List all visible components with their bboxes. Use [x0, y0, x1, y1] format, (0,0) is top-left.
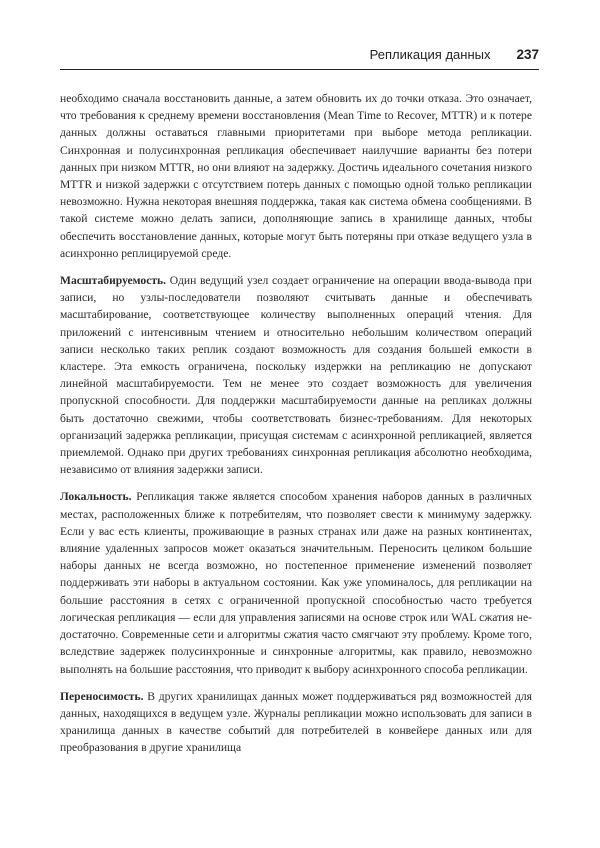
paragraph-term: Масштабируемость. — [60, 274, 167, 288]
paragraph-term: Локальность. — [60, 490, 132, 504]
paragraph-continuation — [60, 90, 532, 262]
body-text — [60, 90, 532, 767]
paragraph-scalability — [60, 272, 532, 478]
page-number: 237 — [516, 47, 539, 62]
paragraph-text: Репликация также является способом хранения наборов данных в различных местах, расположенных ближе к потребителям, что позволяет свести к минимуму задержку. Если у вас есть клиенты, проживающие в разных странах или даже на разных континентах, влияние удаленных запросов может оказаться значительным. Переносить целиком большие наборы данных не всегда возможно, но постепенное применение изменений позволяет поддерживать эти наборы в актуальном состоянии. Как уже упоминалось, для репликации на большие расстояния в сетях с ограниченной пропускной способностью часто требуется логическая репликация — если для управления записями на основе строк или WAL сжатия недостаточно. Современные сети и алгоритмы сжатия часто смягчают эту проблему. Кроме того, вследствие задержек полусинхронные и синхронные алгоритмы, как правило, невозможно выполнять на большие расстояния, что приводит к выбору асинхронного способа репликации. — [60, 490, 533, 676]
paragraph-text: Один ведущий узел создает ограничение на операции ввода-вывода при записи, но узлы-последователи позволяют считывать данные и обеспечивать масштабирование, соответствующее количеству выполненных операций чтения. Для приложений с интенсивным чтением и относительно небольшим количеством операций записи несколько таких реплик создают возможность для создания большей емкости в кластере. Эта емкость ограничена, поскольку издержки на репликацию не допускают линейной масштабируемости. Тем не менее это создает возможность для увеличения пропускной способности. Для поддержки масштабируемости данные на репликах должны быть достаточно свежими, чтобы соответствовать бизнес-требованиям. Для некоторых организаций задержка репликации, присущая системам с асинхронной репликацией, является приемлемой. Однако при других требованиях синхронная репликация абсолютно необходима, независимо от влияния задержки записи. — [60, 274, 532, 477]
paragraph-portability — [60, 688, 532, 757]
running-head — [60, 47, 539, 69]
section-title: Репликация данных — [369, 47, 491, 62]
paragraph-term: Переносимость. — [60, 689, 144, 703]
paragraph-text: необходимо сначала восстановить данные, а затем обновить их до точки отказа. Это означает, что требования к среднему времени восстановления (Mean Time to Recover, MTTR) и к потере данных должны оставаться главными приоритетами при выборе метода репликации. Синхронная и полусинхронная репликация обеспечивает наилучшие варианты без потери данных при низком MTTR, но они влияют на задержку. Достичь идеального сочетания низкого MTTR и низкой задержки с отсутствием потерь данных с помощью одной только репликации невозможно. Нужна некоторая внешняя поддержка, такая как система обмена сообщениями. В такой системе можно делать записи, дополняющие запись в хранилище данных, чтобы обеспечить восстановление данных, которые могут быть потеряны при отказе ведущего узла в асинхронно реплицируемой среде. — [60, 92, 532, 260]
paragraph-locality — [60, 488, 532, 677]
paragraph-text: В других хранилищах данных может поддерживаться ряд возможностей для данных, находящихся в ведущем узле. Журналы репликации можно использовать для записи в хранилища данных в качестве событий для потребителей в конвейере данных или для преобразования в другие хранилища — [60, 689, 532, 755]
header-rule — [60, 69, 539, 70]
